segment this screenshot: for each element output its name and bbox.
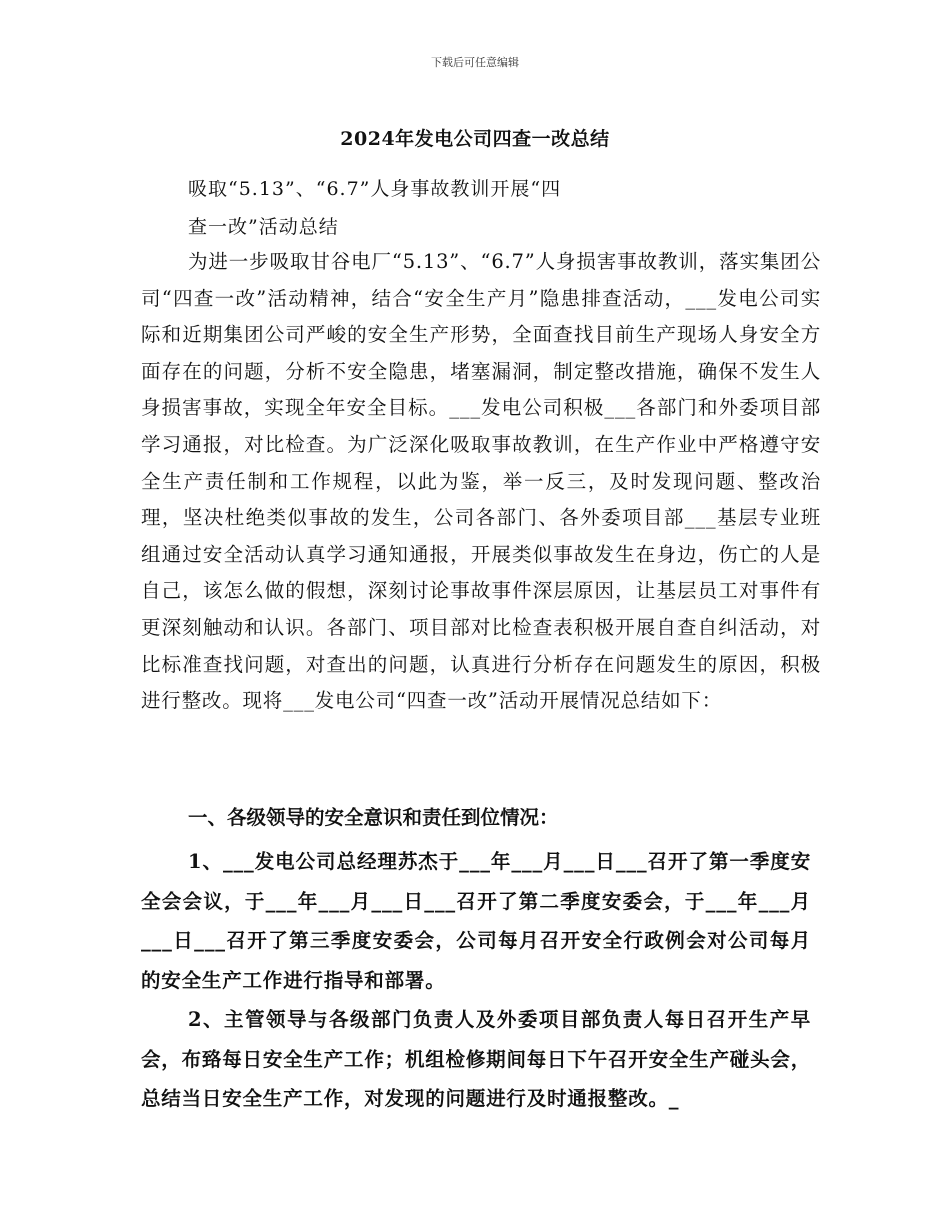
subtitle-line-1: 吸取“5.13”、“6.7”人身事故教训开展“四 bbox=[188, 178, 562, 200]
subtitle-line-2: 查一改”活动总结 bbox=[188, 216, 339, 238]
document-title: 2024年发电公司四查一改总结 bbox=[340, 128, 610, 150]
paragraph-item-1: 1、___发电公司总经理苏杰于___年___月___日___召开了第一季度安全会会议，于___年___月___日___召开了第二季度安委会，于___年___月___日___召开了第三季度安委会，公司每月召开安全行政例会对公司每月的安全生产工作进行指导和部署。 bbox=[141, 850, 811, 992]
download-note: 下载后可任意编辑 bbox=[431, 56, 519, 69]
intro-paragraph: 为进一步吸取甘谷电厂“5.13”、“6.7”人身损害事故教训，落实集团公司“四查一改”活动精神，结合“安全生产月”隐患排查活动，___发电公司实际和近期集团公司严峻的安全生产形势，全面查找目前生产现场人身安全方面存在的问题，分析不安全隐患，堵塞漏洞，制定整改措施，确保不发生人身损害事故，实现全年安全目标。___发电公司积极___各部门和外委项目部学习通报，对比检查。为广泛深化吸取事故教训，在生产作业中严格遵守安全生产责任制和工作规程，以此为鉴，举一反三，及时发现问题、整改治理，坚决杜绝类似事故的发生，公司各部门、各外委项目部___基层专业班组通过安全活动认真学习通知通报，开展类似事故发生在身边，伤亡的人是自己，该怎么做的假想，深刻讨论事故事件深层原因，让基层员工对事件有更深刻触动和认识。各部门、项目部对比检查表积极开展自查自纠活动，对比标准查找问题，对查出的问题，认真进行分析存在问题发生的原因，积极进行整改。现将___发电公司“四查一改”活动开展情况总结如下： bbox=[141, 250, 821, 713]
section-heading-1: 一、各级领导的安全意识和责任到位情况： bbox=[188, 806, 559, 829]
paragraph-item-2: 2、主管领导与各级部门负责人及外委项目部负责人每日召开生产早会，布臵每日安全生产工作；机组检修期间每日下午召开安全生产碰头会，总结当日安全生产工作，对发现的问题进行及时通报整改。_ bbox=[141, 1008, 811, 1110]
